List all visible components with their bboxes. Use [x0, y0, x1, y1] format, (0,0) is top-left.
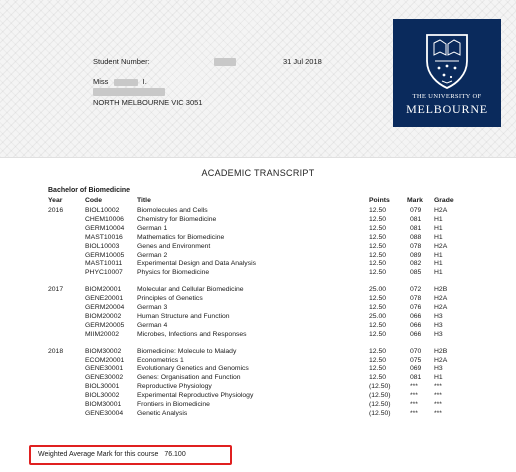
- col-header-points: Points: [369, 197, 390, 204]
- row-title: Principles of Genetics: [137, 295, 203, 303]
- crest-icon: [422, 31, 472, 91]
- salutation: Miss: [93, 77, 109, 86]
- row-grade: H3: [434, 330, 443, 338]
- row-title: Biomedicine: Molecule to Malady: [137, 347, 237, 355]
- row-mark: 078: [410, 242, 422, 250]
- row-title: Microbes, Infections and Responses: [137, 330, 247, 338]
- row-grade: H2B: [434, 286, 448, 294]
- row-title: Human Structure and Function: [137, 312, 230, 320]
- row-mark: 066: [410, 330, 422, 338]
- row-points: 12.50: [369, 321, 387, 329]
- row-title: Evolutionary Genetics and Genomics: [137, 365, 249, 373]
- row-grade: H1: [434, 233, 443, 241]
- logo-line-2: MELBOURNE: [406, 102, 488, 116]
- row-points: 12.50: [369, 269, 387, 277]
- row-title: Physics for Biomedicine: [137, 269, 210, 277]
- row-code: GERM10005: [85, 251, 125, 259]
- row-points: (12.50): [369, 409, 391, 417]
- col-header-mark: Mark: [407, 197, 423, 204]
- row-points: 12.50: [369, 304, 387, 311]
- row-grade: H2A: [434, 207, 448, 214]
- row-title: Molecular and Cellular Biomedicine: [137, 286, 244, 294]
- row-mark: 085: [410, 269, 422, 277]
- row-points: (12.50): [369, 383, 391, 391]
- row-code: BIOL30001: [85, 383, 120, 391]
- redacted-address-line: [93, 87, 165, 96]
- row-code: BIOL10003: [85, 242, 120, 250]
- redacted-given-name: [114, 79, 138, 86]
- row-code: BIOM30001: [85, 401, 122, 408]
- row-points: 12.50: [369, 295, 387, 303]
- row-title: Experimental Reproductive Physiology: [137, 392, 254, 400]
- wam-value: 76.100: [164, 451, 186, 458]
- degree-name: Bachelor of Biomedicine: [48, 187, 131, 194]
- row-code: PHYC10007: [85, 269, 123, 277]
- row-title: Genes and Environment: [137, 242, 211, 250]
- row-points: 12.50: [369, 207, 387, 214]
- row-points: 12.50: [369, 224, 387, 232]
- row-points: 12.50: [369, 374, 387, 382]
- row-title: German 3: [137, 304, 168, 311]
- row-grade: H1: [434, 374, 443, 382]
- row-mark: 076: [410, 304, 422, 311]
- row-code: GENE30001: [85, 365, 124, 373]
- row-code: MAST10011: [85, 260, 123, 268]
- row-title: German 4: [137, 321, 168, 329]
- row-title: German 2: [137, 251, 168, 259]
- row-code: CHEM10006: [85, 215, 124, 223]
- student-number-label: Student Number:: [93, 57, 150, 66]
- row-mark: 066: [410, 321, 422, 329]
- row-code: MIIM20002: [85, 330, 120, 338]
- row-code: BIOM30002: [85, 347, 122, 355]
- row-title: Frontiers in Biomedicine: [137, 401, 210, 408]
- row-grade: ***: [434, 392, 442, 400]
- row-mark: 066: [410, 312, 422, 320]
- row-grade: ***: [434, 401, 442, 408]
- row-code: BIOM20002: [85, 312, 122, 320]
- row-grade: H2B: [434, 347, 448, 355]
- row-year: 2017: [48, 286, 64, 294]
- col-header-title: Title: [137, 197, 151, 204]
- row-mark: 088: [410, 233, 422, 241]
- row-grade: ***: [434, 409, 442, 417]
- row-grade: H2A: [434, 356, 448, 364]
- row-year: 2016: [48, 207, 64, 214]
- row-points: 12.50: [369, 330, 387, 338]
- row-points: (12.50): [369, 392, 391, 400]
- wam-label: Weighted Average Mark for this course: [38, 451, 159, 458]
- row-mark: 079: [410, 207, 422, 214]
- row-points: 12.50: [369, 233, 387, 241]
- row-code: GENE20001: [85, 295, 124, 303]
- row-points: 12.50: [369, 242, 387, 250]
- row-code: GERM10004: [85, 224, 125, 232]
- row-grade: H2A: [434, 304, 448, 311]
- row-mark: 078: [410, 295, 422, 303]
- document-title: ACADEMIC TRANSCRIPT: [201, 168, 315, 178]
- wam-highlight-box: [29, 445, 232, 465]
- logo-line-1: THE UNIVERSITY OF: [412, 93, 482, 100]
- row-grade: H1: [434, 224, 443, 232]
- row-mark: ***: [410, 409, 418, 417]
- row-mark: 081: [410, 374, 422, 382]
- row-year: 2018: [48, 347, 64, 355]
- row-title: Genetic Analysis: [137, 409, 188, 417]
- row-title: Econometrics 1: [137, 356, 184, 364]
- addressee-line: Miss I.: [93, 77, 147, 86]
- transcript-date: 31 Jul 2018: [283, 57, 322, 66]
- row-points: 12.50: [369, 251, 387, 259]
- row-mark: 069: [410, 365, 422, 373]
- col-header-grade: Grade: [434, 197, 454, 204]
- row-points: 12.50: [369, 365, 387, 373]
- row-code: BIOM20001: [85, 286, 122, 294]
- row-title: Experimental Design and Data Analysis: [137, 260, 257, 268]
- row-mark: 089: [410, 251, 422, 259]
- row-code: GENE30002: [85, 374, 124, 382]
- wam-line: [38, 451, 186, 458]
- address-suburb: NORTH MELBOURNE VIC 3051: [93, 98, 203, 107]
- row-grade: H1: [434, 269, 443, 277]
- row-mark: 081: [410, 224, 422, 232]
- row-title: Reproductive Physiology: [137, 383, 212, 391]
- row-mark: 081: [410, 215, 422, 223]
- row-grade: H1: [434, 251, 443, 259]
- row-points: 25.00: [369, 312, 387, 320]
- row-title: Chemistry for Biomedicine: [137, 215, 217, 223]
- row-grade: H1: [434, 215, 443, 223]
- row-points: 12.50: [369, 356, 387, 364]
- row-code: GERM20005: [85, 321, 125, 329]
- row-mark: ***: [410, 401, 418, 408]
- col-header-year: Year: [48, 197, 63, 204]
- student-number-line: [93, 57, 236, 66]
- row-code: BIOL10002: [85, 207, 120, 214]
- row-mark: 072: [410, 286, 422, 294]
- row-mark: 075: [410, 356, 422, 364]
- row-grade: H1: [434, 260, 443, 268]
- col-header-code: Code: [85, 197, 102, 204]
- row-grade: H2A: [434, 242, 448, 250]
- row-grade: H3: [434, 365, 443, 373]
- row-title: German 1: [137, 224, 168, 232]
- row-code: GENE30004: [85, 409, 124, 417]
- row-grade: H3: [434, 312, 443, 320]
- row-title: Biomolecules and Cells: [137, 207, 208, 214]
- university-logo: [393, 19, 501, 127]
- row-grade: H3: [434, 321, 443, 329]
- row-points: 25.00: [369, 286, 387, 294]
- row-mark: ***: [410, 392, 418, 400]
- row-title: Genes: Organisation and Function: [137, 374, 241, 382]
- redacted-student-number: [214, 58, 236, 66]
- row-code: GERM20004: [85, 304, 125, 311]
- row-mark: 070: [410, 347, 422, 355]
- row-code: ECOM20001: [85, 356, 125, 364]
- row-grade: H2A: [434, 295, 448, 303]
- row-grade: ***: [434, 383, 442, 391]
- row-mark: 082: [410, 260, 422, 268]
- row-points: 12.50: [369, 347, 387, 355]
- row-title: Mathematics for Biomedicine: [137, 233, 225, 241]
- row-points: 12.50: [369, 260, 387, 268]
- row-points: (12.50): [369, 401, 391, 408]
- row-code: MAST10016: [85, 233, 123, 241]
- row-code: BIOL30002: [85, 392, 120, 400]
- row-points: 12.50: [369, 215, 387, 223]
- row-mark: ***: [410, 383, 418, 391]
